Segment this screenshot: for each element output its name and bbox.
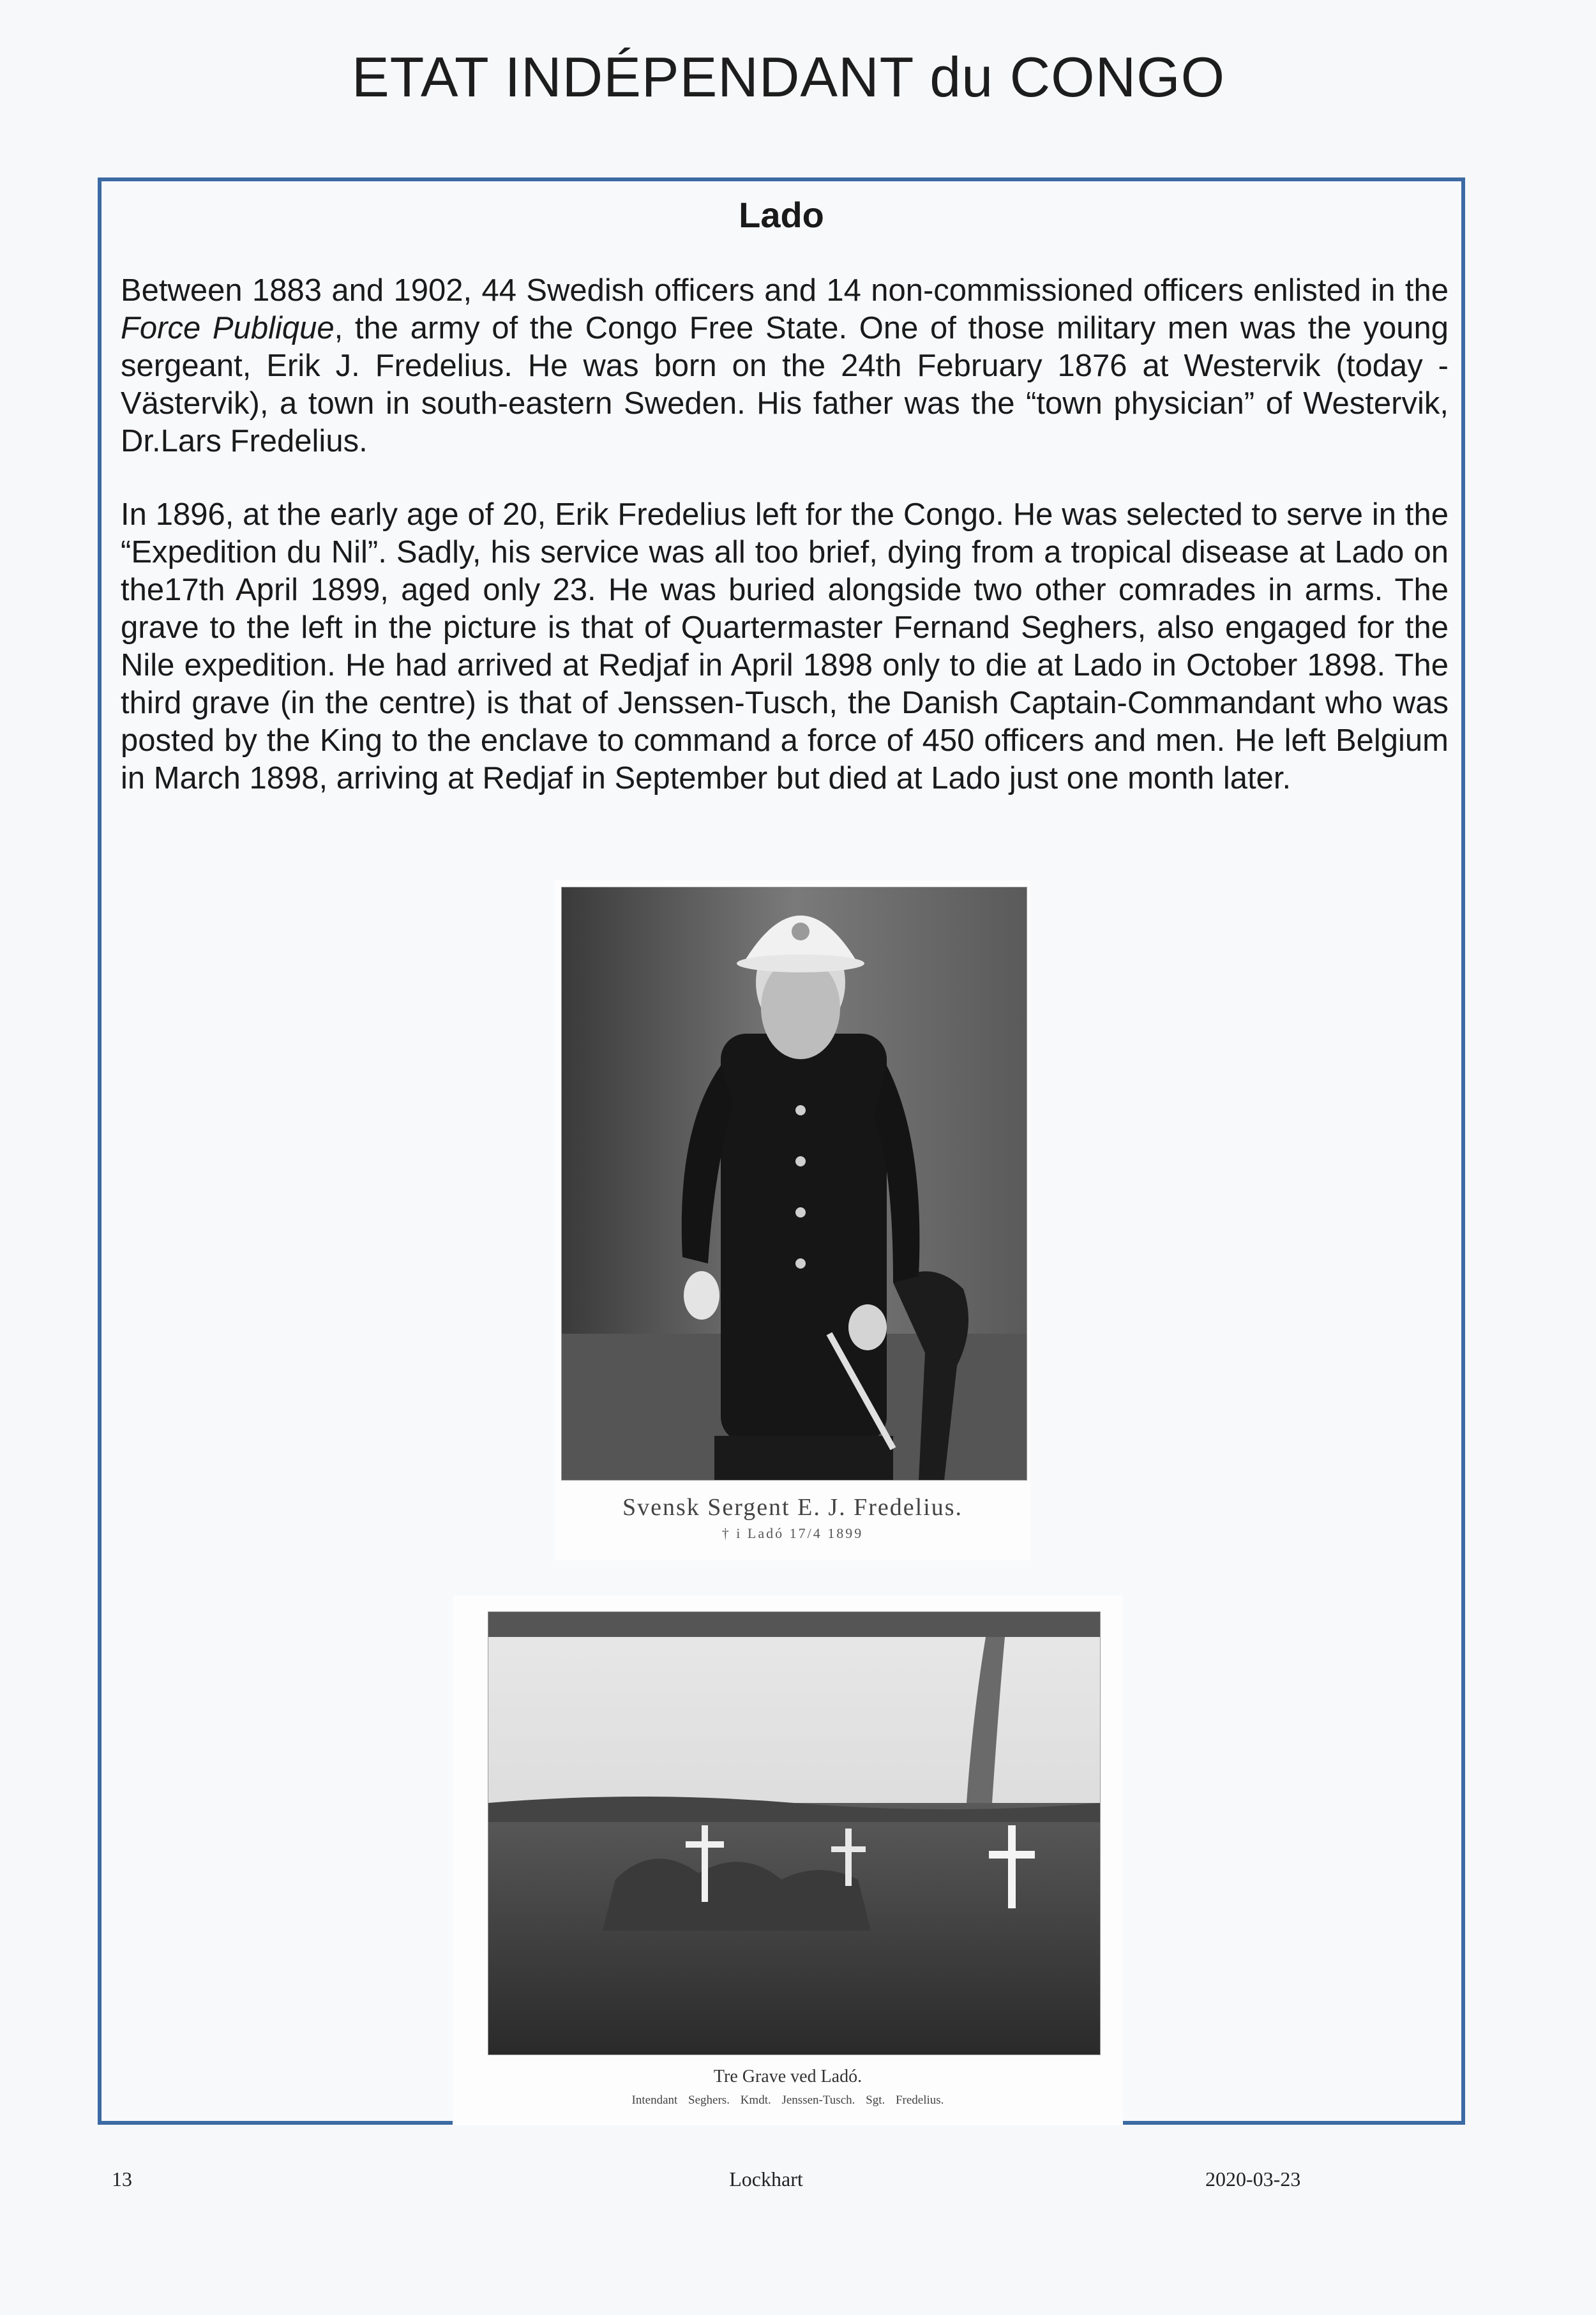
footer-date: 2020-03-23 (1205, 2168, 1301, 2191)
paragraph-1-part-a: Between 1883 and 1902, 44 Swedish officers and 14 non-commissioned officers enlisted in the (121, 273, 1449, 308)
portrait-photo-card (555, 880, 1030, 1560)
graves-subcaption: Intendant Seghers. Kmdt. Jenssen-Tusch. Sgt. Fredelius. (631, 2093, 944, 2107)
paragraph-1 (121, 272, 1449, 460)
page-title: ETAT INDÉPENDANT du CONGO (351, 45, 1226, 109)
graves-caption: Tre Grave ved Ladó. (713, 2067, 862, 2086)
paragraph-2: In 1896, at the early age of 20, Erik Fredelius left for the Congo. He was selected to serve in the “Expedition du Nil”. Sadly, his service was all too brief, dying from a tropical disease at Lado on the17th April 1899, aged only 23. He was buried alongside two other comrades in arms. The grave to the left in the picture is that of Quartermaster Fernand Seghers, also engaged for the Nile expedition. He had arrived at Redjaf in April 1898 only to die at Lado in October 1898. The third grave (in the centre) is that of Jenssen-Tusch, the Danish Captain-Commandant who was posted by the King to the enclave to command a force of 450 officers and men. He left Belgium in March 1898, arriving at Redjaf in September but died at Lado just one month later. (121, 497, 1449, 796)
body-text (121, 272, 1449, 833)
portrait-photo (561, 887, 1027, 1481)
portrait-subcaption: † i Ladó 17/4 1899 (721, 1525, 864, 1541)
force-publique-italic: Force Publique (121, 311, 335, 345)
portrait-caption: Svensk Sergent E. J. Fredelius. (622, 1494, 963, 1521)
footer-author: Lockhart (729, 2168, 803, 2191)
page-number: 13 (112, 2168, 132, 2191)
graves-photo (488, 1611, 1101, 2055)
paragraph-1-part-b: , the army of the Congo Free State. One of those military men was the young sergeant, Erik J. Fredelius. He was born on the 24th February 1876 at Westervik (today -Västervik), a town in south-eastern Sweden. His father was the “town physician” of Westervik, Dr.Lars Fredelius. (121, 311, 1449, 458)
graves-photo-card (453, 1595, 1123, 2125)
content-frame (98, 177, 1465, 2125)
section-heading: Lado (739, 195, 824, 235)
